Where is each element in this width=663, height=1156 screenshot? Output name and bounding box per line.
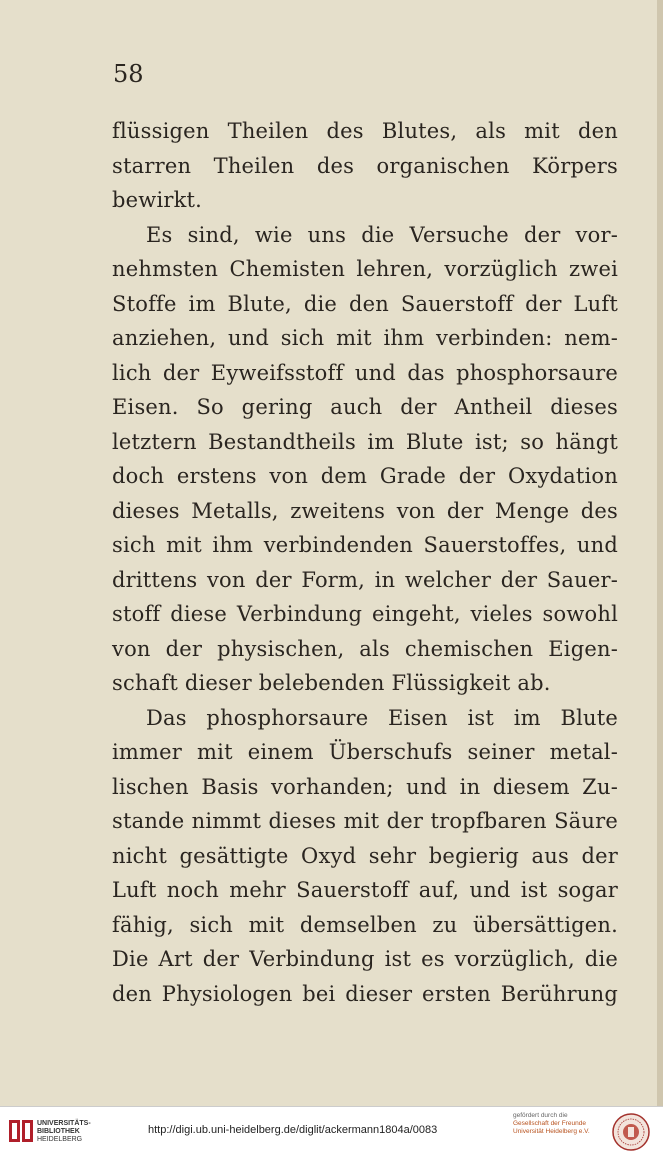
text-line: letztern Bestandtheils im Blute ist; so hängt [112, 429, 618, 454]
text-line: anziehen, und sich mit ihm verbinden: nem- [112, 326, 618, 350]
funded-by-label: gefördert durch die [513, 1112, 568, 1119]
text-line: Eisen. So gering auch der Antheil dieses [112, 395, 618, 419]
text-line: lischen Basis vorhanden; und in diesem Zu- [112, 774, 618, 799]
page-edge [657, 0, 663, 1106]
text-line: Die Art der Verbindung ist es vorzüglich, die [112, 947, 618, 971]
society-name-line: Gesellschaft der Freunde [513, 1120, 586, 1127]
text-line: Luft noch mehr Sauerstoff auf, und ist sogar [112, 878, 618, 902]
permalink-url[interactable]: http://digi.ub.uni-heidelberg.de/diglit/ackermann1804a/0083 [148, 1124, 438, 1136]
text-line: den Physiologen bei dieser ersten Berührung [112, 981, 618, 1006]
library-name-line: BIBLIOTHEK [37, 1128, 80, 1135]
library-name-line: UNIVERSITÄTS- [37, 1120, 91, 1127]
text-line: stoff diese Verbindung eingeht, vieles sowohl [112, 602, 618, 626]
text-line: von der physischen, als chemischen Eigen- [112, 636, 618, 661]
text-line: dieses Metalls, zweitens von der Menge des [112, 498, 618, 523]
text-line: flüssigen Theilen des Blutes, als mit den [112, 119, 618, 143]
viewer-footer [0, 1106, 663, 1156]
library-logo-icon[interactable] [8, 1117, 34, 1145]
text-line: Stoffe im Blute, die den Sauerstoff der Luft [112, 291, 618, 316]
text-line: fähig, sich mit demselben zu übersättigen. [112, 912, 618, 937]
text-line: starren Theilen des organischen Körpers [112, 153, 618, 178]
library-name-line: HEIDELBERG [37, 1136, 83, 1143]
page-number: 58 [113, 60, 144, 88]
text-line: doch erstens von dem Grade der Oxydation [112, 464, 618, 488]
society-name-line: Universität Heidelberg e.V. [513, 1128, 590, 1135]
body-text [112, 114, 618, 1011]
text-line: Es sind, wie uns die Versuche der vor- [146, 222, 618, 247]
text-line: drittens von der Form, in welcher der Sauer- [112, 567, 618, 592]
text-line: nicht gesättigte Oxyd sehr begierig aus der [112, 843, 618, 868]
university-seal-icon[interactable] [612, 1113, 650, 1151]
text-line: bewirkt. [112, 188, 203, 212]
library-name[interactable] [37, 1120, 91, 1144]
text-line: nehmsten Chemisten lehren, vorzüglich zwei [112, 257, 618, 281]
text-line: sich mit ihm verbindenden Sauerstoffes, und [112, 533, 618, 557]
funding-credit[interactable] [513, 1112, 605, 1136]
text-line: stande nimmt dieses mit der tropfbaren Säure [112, 809, 618, 833]
text-line: immer mit einem Überschufs seiner metal- [112, 740, 618, 764]
text-line: lich der Eyweifsstoff und das phosphorsaure [112, 360, 618, 385]
text-line: schaft dieser belebenden Flüssigkeit ab. [112, 671, 551, 695]
text-line: Das phosphorsaure Eisen ist im Blute [146, 705, 618, 730]
